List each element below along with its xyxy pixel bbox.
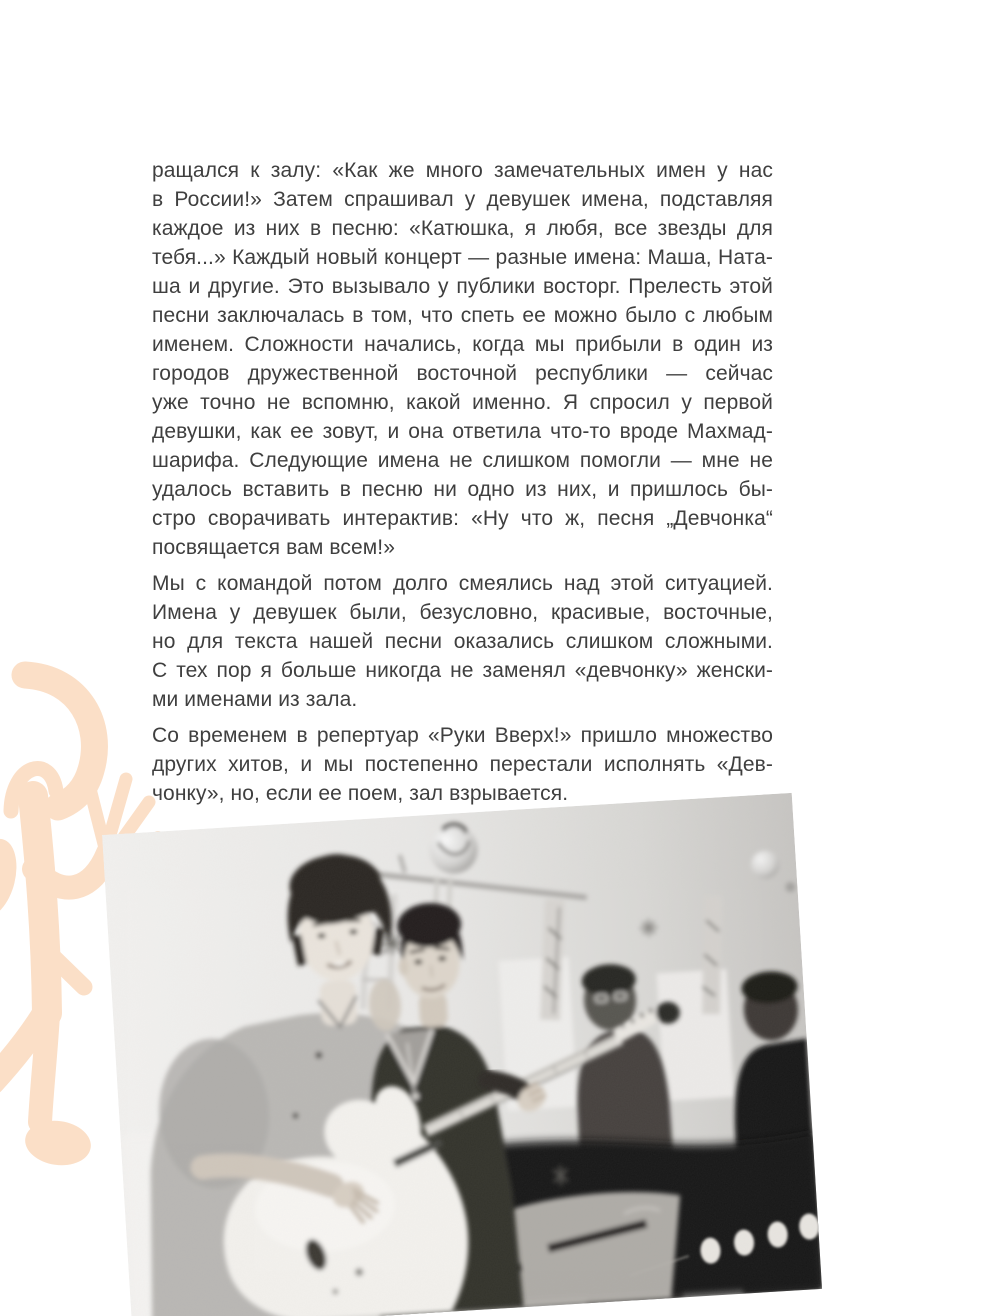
text-line: ращался к залу: «Как же много замечательных имен у нас	[152, 159, 773, 182]
text-line: ми именами из зала.	[152, 688, 358, 711]
text-line: чонку», но, если ее поем, зал взрывается.	[152, 782, 569, 805]
text-line: стро сворачивать интерактив: «Ну что ж, песня „Девчонка“	[152, 507, 773, 530]
text-line: песни заключалась в том, что спеть ее можно было с любым	[152, 304, 773, 327]
text-line: ша и другие. Это вызывало у публики восторг. Прелесть этой	[152, 275, 773, 298]
text-line: С тех пор я больше никогда не заменял «девчонку» женски-	[152, 659, 773, 682]
paragraph-3	[152, 721, 773, 808]
body-text	[152, 156, 773, 815]
figure-hand-blob	[0, 834, 24, 922]
text-line: но для текста нашей песни оказались слишком сложными.	[152, 630, 773, 653]
text-line: посвящается вам всем!»	[152, 536, 395, 559]
text-line: Со временем в репертуар «Руки Вверх!» пришло множество	[152, 724, 773, 747]
text-line: именем. Сложности начались, когда мы прибыли в один из	[152, 333, 773, 356]
text-line: тебя...» Каждый новый концерт — разные имена: Маша, Ната-	[152, 246, 773, 269]
text-line: Мы с командой потом долго смеялись над этой ситуацией.	[152, 572, 773, 595]
text-line: девушки, как ее зовут, и она ответила что-то вроде Махмад-	[152, 420, 773, 443]
text-line: других хитов, и мы постепенно перестали исполнять «Дев-	[152, 753, 773, 776]
band-photo	[102, 793, 822, 1316]
text-line: каждое из них в песню: «Катюшка, я любя, все звезды для	[152, 217, 773, 240]
band-photo-image	[102, 793, 822, 1316]
text-line: Имена у девушек были, безусловно, красивые, восточные,	[152, 601, 773, 624]
text-line: городов дружественной восточной республики — сейчас	[152, 362, 773, 385]
paragraph-2	[152, 569, 773, 714]
text-line: в России!» Затем спрашивал у девушек имена, подставляя	[152, 188, 773, 211]
figure-body	[33, 796, 47, 1013]
text-line: уже точно не вспомню, какой именно. Я спросил у первой	[152, 391, 773, 414]
photo-grain-overlay	[102, 793, 822, 1316]
text-line: удалось вставить в песню ни одно из них, и пришлось бы-	[152, 478, 773, 501]
figure-leg-right	[40, 1014, 48, 1122]
text-line: шарифа. Следующие имена не слишком помогли — мне не	[152, 449, 773, 472]
paragraph-1	[152, 156, 773, 562]
